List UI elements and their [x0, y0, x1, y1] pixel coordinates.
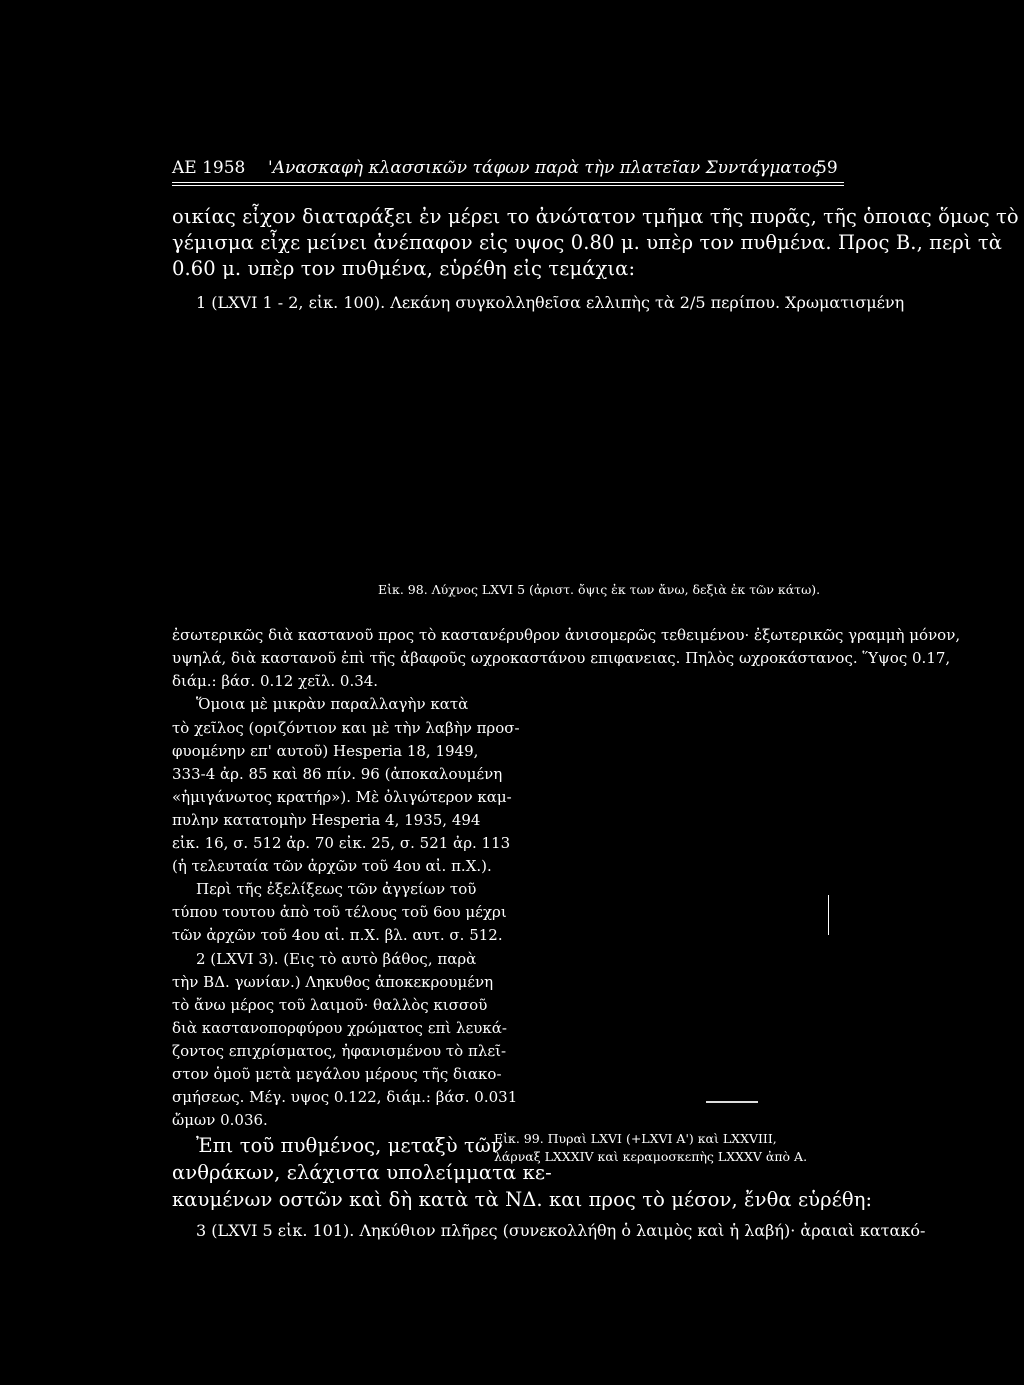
mid-line-1: ἐσωτερικῶς διὰ καστανοῦ προς τὸ καστανέρυθρον ἀνισομερῶς τεθειμένου· ἐξωτερικῶς γραμμὴ μόνον,: [172, 626, 961, 644]
column-line-12: 2 (LXVI 3). (Εις τὸ αυτὸ βάθος, παρὰ: [196, 950, 477, 968]
mid-line-2: υψηλά, διὰ καστανοῦ ἐπὶ τῆς ἀβαφοῦς ωχροκαστάνου επιφανειας. Πηλὸς ωχροκάστανος. Ὕψος 0.17,: [172, 649, 951, 667]
figure-99-caption-line-1: Εἰκ. 99. Πυραὶ LXVI (+LXVI Α') καὶ LXXVIII,: [494, 1131, 777, 1146]
column-line-5: «ἡμιγάνωτος κρατήρ»). Μὲ ὀλιγώτερον καμ-: [172, 788, 512, 806]
column-line-11: τῶν ἀρχῶν τοῦ 4ου αἰ. π.Χ. βλ. αυτ. σ. 512.: [172, 926, 503, 944]
bottom-line-1: καυμένων οστῶν καὶ δὴ κατὰ τὰ ΝΔ. και προς τὸ μέσον, ἔνθα εὑρέθη:: [172, 1188, 873, 1211]
figure-98-image: [172, 320, 844, 570]
header-left: ΑΕ 1958: [172, 158, 246, 178]
column-line-18: σμήσεως. Μέγ. υψος 0.122, διάμ.: βάσ. 0.031: [172, 1088, 518, 1106]
mid-line-3: διάμ.: βάσ. 0.12 χεῖλ. 0.34.: [172, 672, 379, 690]
figure-99-caption-line-2: λάρναξ LXXXIV καὶ κεραμοσκεπὴς LXXXV ἀπὸ Α.: [494, 1149, 808, 1164]
column-line-10: τύπου τουτου ἀπὸ τοῦ τέλους τοῦ 6ου μέχρι: [172, 903, 507, 921]
header-title: 'Ανασκαφὴ κλασσικῶν τάφων παρὰ τὴν πλατεῖαν Συντάγματος: [268, 158, 822, 178]
figure-99-edge-mark: [828, 895, 829, 935]
column-line-8: (ἡ τελευταία τῶν ἀρχῶν τοῦ 4ου αἰ. π.Χ.).: [172, 857, 492, 875]
column-line-19: ὤμων 0.036.: [172, 1111, 268, 1129]
top-line-1: οικίας εἶχον διαταράξει ἐν μέρει το ἀνώτατον τμῆμα τῆς πυρᾶς, τῆς ὁποιας ὅμως τὸ: [172, 205, 1019, 228]
item-1-line: 1 (LXVI 1 - 2, εἰκ. 100). Λεκάνη συγκολληθεῖσα ελλιπὴς τὰ 2/5 περίπου. Χρωματισμένη: [196, 293, 905, 312]
top-line-2: γέμισμα εἶχε μείνει ἀνέπαφον εἰς υψος 0.80 μ. υπὲρ τον πυθμένα. Προς Β., περὶ τὰ: [172, 231, 1003, 254]
column-line-16: ζοντος επιχρίσματος, ἠφανισμένου τὸ πλεῖ-: [172, 1042, 507, 1060]
header-rule: [172, 182, 844, 183]
column-line-6: πυλην κατατομὴν Hesperia 4, 1935, 494: [172, 811, 481, 829]
top-line-3: 0.60 μ. υπὲρ τον πυθμένα, εὑρέθη εἰς τεμάχια:: [172, 257, 636, 280]
column-line-14: τὸ ἄνω μέρος τοῦ λαιμοῦ· θαλλὸς κισσοῦ: [172, 996, 488, 1014]
page-number: 59: [816, 158, 838, 178]
column-line-13: τὴν ΒΔ. γωνίαν.) Ληκυθος ἀποκεκρουμένη: [172, 973, 494, 991]
column-line-3: φυομένην επ' αυτοῦ) Hesperia 18, 1949,: [172, 742, 479, 760]
column-line-17: στον ὁμοῦ μετὰ μεγάλου μέρους τῆς διακο-: [172, 1065, 502, 1083]
column-line-1: Ὅμοια μὲ μικρὰν παραλλαγὴν κατὰ: [196, 695, 469, 713]
column-line-7: εἰκ. 16, σ. 512 ἀρ. 70 εἰκ. 25, σ. 521 ἀρ. 113: [172, 834, 511, 852]
figure-98-caption: Εἰκ. 98. Λύχνος LXVI 5 (ἀριστ. ὄψις ἐκ των ἄνω, δεξιὰ ἐκ τῶν κάτω).: [378, 582, 821, 597]
big-column-line-1: Ἐπι τοῦ πυθμένος, μεταξὺ τῶν: [196, 1134, 503, 1157]
column-line-15: διὰ καστανοπορφύρου χρώματος επὶ λευκά-: [172, 1019, 507, 1037]
big-column-line-2: ανθράκων, ελάχιστα υπολείμματα κε-: [172, 1161, 552, 1184]
column-line-4: 333-4 ἀρ. 85 καὶ 86 πίν. 96 (ἀποκαλουμένη: [172, 765, 503, 783]
header-rule-2: [172, 185, 844, 186]
column-line-9: Περὶ τῆς ἐξελίξεως τῶν ἀγγείων τοῦ: [196, 880, 477, 898]
bottom-line-2: 3 (LXVI 5 εἰκ. 101). Ληκύθιον πλῆρες (συνεκολλήθη ὁ λαιμὸς καὶ ἡ λαβή)· ἀραιαὶ κατακό-: [196, 1221, 926, 1240]
figure-99-scale-mark: [706, 1101, 758, 1103]
column-line-2: τὸ χεῖλος (οριζόντιον και μὲ τὴν λαβὴν προσ-: [172, 719, 520, 737]
